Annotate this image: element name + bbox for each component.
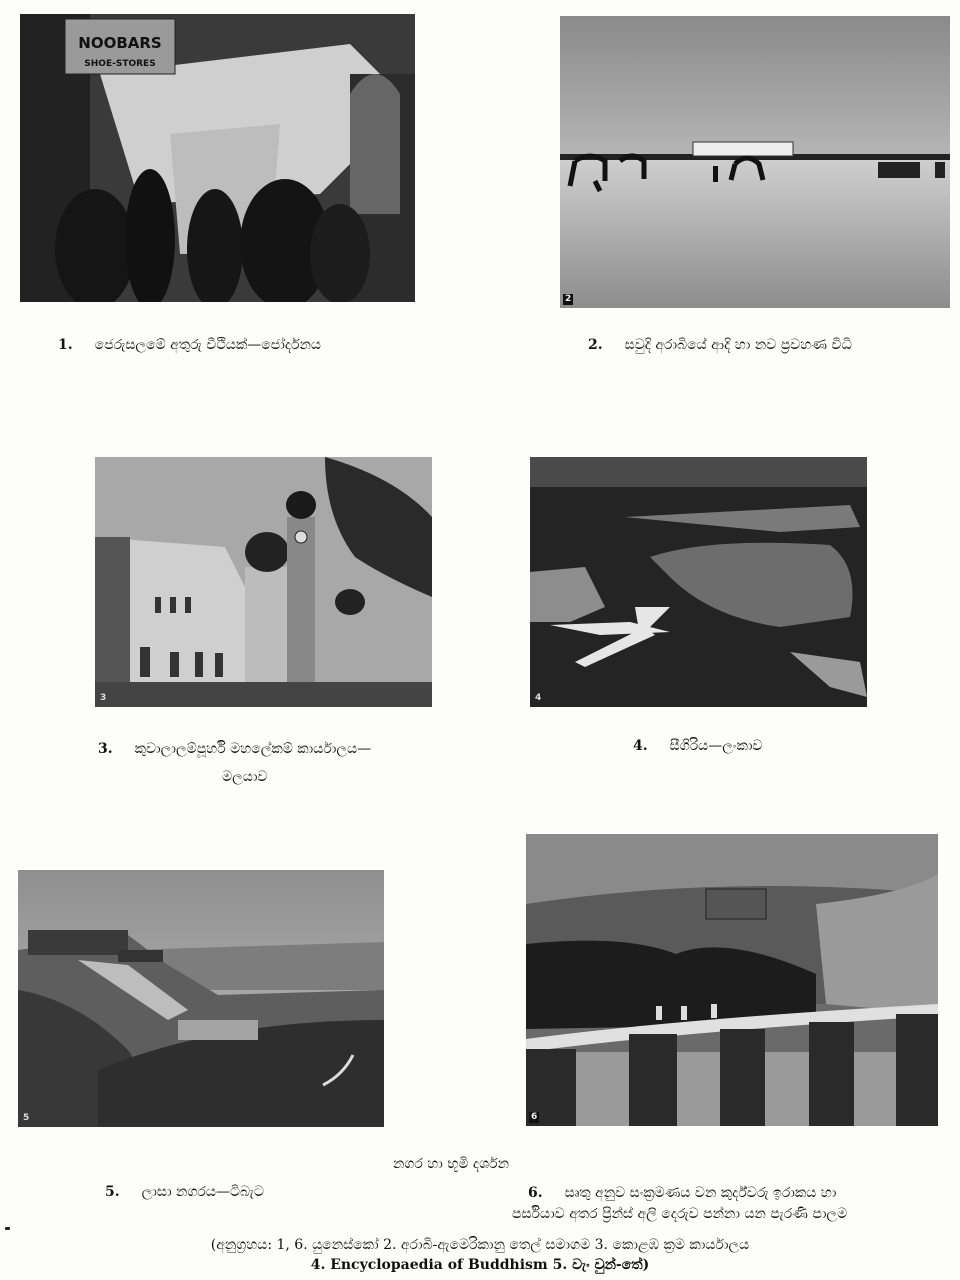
caption-number: 1.: [58, 337, 73, 353]
photo-4-sigiriya: [530, 457, 867, 707]
stone-bridge-image: [526, 834, 938, 1126]
caption-text: සීගිරිය—ලංකාව: [669, 738, 763, 754]
caption-text: කුවාලාලම්පූර්හි මහලේකම් කාර්යාලය—: [134, 741, 372, 757]
photo-number-badge: 5: [23, 1113, 30, 1123]
caption-5: [105, 1184, 264, 1200]
caption-number: 3.: [98, 741, 113, 757]
caption-number: 6.: [528, 1185, 543, 1201]
caption-text: පර්සියාව අතර ප්‍රින්ස් අලි දෙරුව පන්නා යන පැරණි පාලම: [512, 1206, 848, 1222]
caption-2: [588, 337, 852, 353]
caption-1: [58, 337, 321, 353]
credits-line-1: (අනුග්‍රහය: 1, 6. යුනෙස්කෝ 2. අරාබි-ඇමෙරිකානු තෙල් සමාගම 3. කොළඹ ක්‍රම කාර්යාලය: [210, 1237, 750, 1253]
photo-number-badge: 6: [531, 1112, 538, 1122]
caption-text: සෘතු අනුව සංක්‍රමණය වන කුර්ද්වරු ඉරාකය හා: [564, 1185, 837, 1201]
svg-text:SHOE-STORES: SHOE-STORES: [84, 59, 156, 69]
caption-text: සවුදි අරාබියේ ආදි හා නව ප්‍රවහණ විධි: [624, 337, 852, 353]
svg-text:NOOBARS: NOOBARS: [78, 34, 162, 52]
secretariat-building-image: [95, 457, 432, 707]
credits-line-2: 4. Encyclopaedia of Buddhism 5. වැං වුන්-තේ): [310, 1257, 650, 1273]
photo-2-saudi-desert: [560, 16, 950, 308]
caption-6-line2: [512, 1206, 847, 1222]
caption-6: [528, 1185, 836, 1201]
caption-3-line2: [222, 769, 268, 785]
photo-number-badge: 4: [535, 693, 542, 703]
caption-text: මලයාව: [222, 769, 268, 785]
photo-1-jerusalem-street: [20, 14, 415, 302]
caption-number: 4.: [633, 738, 648, 754]
photo-6-kurdistan-bridge: [526, 834, 938, 1126]
sigiriya-aerial-image: [530, 457, 867, 707]
caption-3: [98, 741, 371, 757]
caption-4: [633, 738, 763, 754]
caption-text: ලාසා නගරය—ටිබැට: [141, 1184, 264, 1200]
caption-text: ජෙරුසලමේ අතුරු වීථියක්—ජෝර්දනය: [94, 337, 321, 353]
photo-number-badge: 3: [100, 693, 107, 703]
street-scene-image: [20, 14, 415, 302]
desert-scene-image: [560, 16, 950, 308]
photo-3-kuala-lumpur: [95, 457, 432, 707]
print-speck: [5, 1227, 10, 1230]
caption-number: 5.: [105, 1184, 120, 1200]
photo-5-lhasa: [18, 870, 384, 1127]
lhasa-city-image: [18, 870, 384, 1127]
caption-number: 2.: [588, 337, 603, 353]
section-title: නගර හා භූමි දර්ශන: [393, 1156, 509, 1172]
photo-number-badge: 2: [565, 294, 572, 304]
